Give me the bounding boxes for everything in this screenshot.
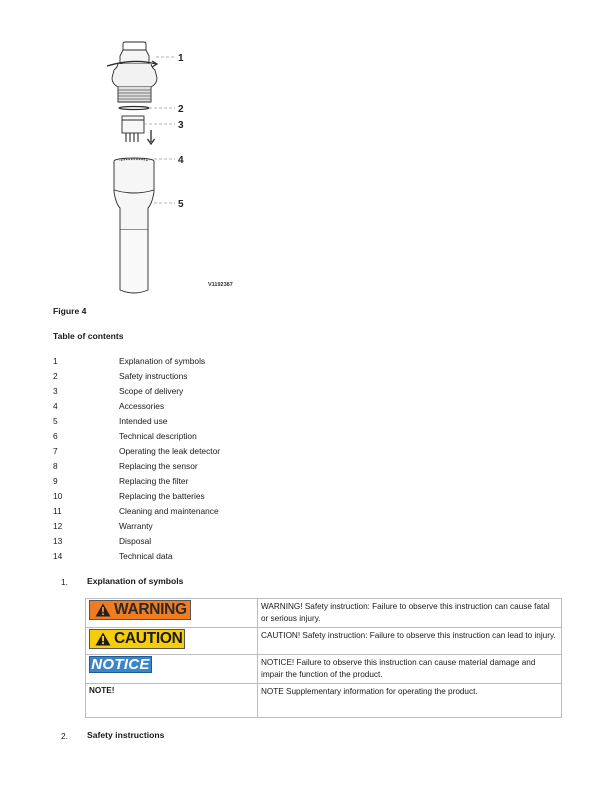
- toc-item[interactable]: [53, 521, 353, 536]
- toc-item-number: 2: [53, 371, 58, 381]
- callout-label: 1: [178, 53, 184, 64]
- caution-badge: [89, 629, 185, 649]
- toc-item-number: 7: [53, 446, 58, 456]
- figure-image-code: V1192387: [208, 282, 233, 288]
- symbol-description: NOTE Supplementary information for operating the product.: [258, 684, 562, 718]
- note-label: NOTE!: [86, 684, 258, 718]
- toc-item[interactable]: [53, 491, 353, 506]
- toc-item-title: Technical data: [119, 551, 173, 561]
- toc-item-number: 6: [53, 431, 58, 441]
- part-holder: [114, 158, 154, 293]
- table-row: [86, 599, 562, 628]
- warning-badge: [89, 600, 191, 620]
- toc-item-number: 5: [53, 416, 58, 426]
- toc-item-number: 14: [53, 551, 63, 561]
- toc-item[interactable]: [53, 506, 353, 521]
- toc-item-title: Scope of delivery: [119, 386, 184, 396]
- toc-item-title: Warranty: [119, 521, 153, 531]
- callout-label: 5: [178, 199, 184, 210]
- symbol-cell: [86, 655, 258, 684]
- toc-item-number: 10: [53, 491, 63, 501]
- figure-illustration: [90, 40, 250, 295]
- toc-item[interactable]: [53, 416, 353, 431]
- toc-item-number: 12: [53, 521, 63, 531]
- toc-item-title: Intended use: [119, 416, 168, 426]
- toc-item-title: Replacing the filter: [119, 476, 189, 486]
- toc-item-number: 4: [53, 401, 58, 411]
- figure-caption: Figure 4: [53, 306, 87, 316]
- toc-item-title: Cleaning and maintenance: [119, 506, 219, 516]
- toc-item[interactable]: [53, 356, 353, 371]
- toc-item[interactable]: [53, 536, 353, 551]
- section-number: 2.: [61, 731, 68, 741]
- toc-item-number: 11: [53, 506, 62, 516]
- toc-item-title: Accessories: [119, 401, 165, 411]
- toc-item-title: Replacing the sensor: [119, 461, 198, 471]
- toc-item[interactable]: [53, 431, 353, 446]
- toc-item-title: Technical description: [119, 431, 197, 441]
- toc-item[interactable]: [53, 386, 353, 401]
- warning-badge-label: WARNING: [114, 601, 187, 618]
- section-title: Safety instructions: [87, 730, 165, 740]
- callout-label: 2: [178, 104, 184, 115]
- toc-item-title: Disposal: [119, 536, 152, 546]
- callout-label: 4: [178, 155, 184, 166]
- toc-item-number: 8: [53, 461, 58, 471]
- toc-item-title: Operating the leak detector: [119, 446, 221, 456]
- part-cap: [107, 42, 157, 102]
- toc-item-title: Explanation of symbols: [119, 356, 206, 366]
- symbols-table: [85, 598, 562, 718]
- section-number: 1.: [61, 577, 68, 587]
- symbol-description: WARNING! Safety instruction: Failure to observe this instruction can cause fatal or serious injury.: [258, 599, 562, 628]
- toc-item[interactable]: [53, 476, 353, 491]
- table-row: [86, 684, 562, 718]
- toc-item-number: 13: [53, 536, 63, 546]
- warning-triangle-icon: [95, 603, 111, 617]
- toc-item-number: 3: [53, 386, 58, 396]
- toc-item-title: Replacing the batteries: [119, 491, 205, 501]
- toc-item[interactable]: [53, 401, 353, 416]
- toc-item[interactable]: [53, 446, 353, 461]
- toc-heading: Table of contents: [53, 331, 124, 341]
- toc-item[interactable]: [53, 371, 353, 386]
- part-o-ring: [119, 107, 149, 110]
- section-title: Explanation of symbols: [87, 576, 184, 586]
- toc-item-title: Safety instructions: [119, 371, 188, 381]
- part-sensor: [122, 116, 144, 142]
- table-row: [86, 655, 562, 684]
- notice-badge: NOTICE: [89, 656, 152, 673]
- caution-badge-label: CAUTION: [114, 630, 183, 647]
- toc-item[interactable]: [53, 551, 353, 566]
- symbol-cell: [86, 628, 258, 655]
- toc-item-number: 9: [53, 476, 58, 486]
- toc-item[interactable]: [53, 461, 353, 476]
- symbol-description: NOTICE! Failure to observe this instruction can cause material damage and impair the function of the product.: [258, 655, 562, 684]
- toc-item-number: 1: [53, 356, 58, 366]
- symbol-description: CAUTION! Safety instruction: Failure to observe this instruction can lead to injury.: [258, 628, 562, 655]
- table-row: [86, 628, 562, 655]
- caution-triangle-icon: [95, 632, 111, 646]
- symbol-cell: [86, 599, 258, 628]
- callout-label: 3: [178, 120, 184, 131]
